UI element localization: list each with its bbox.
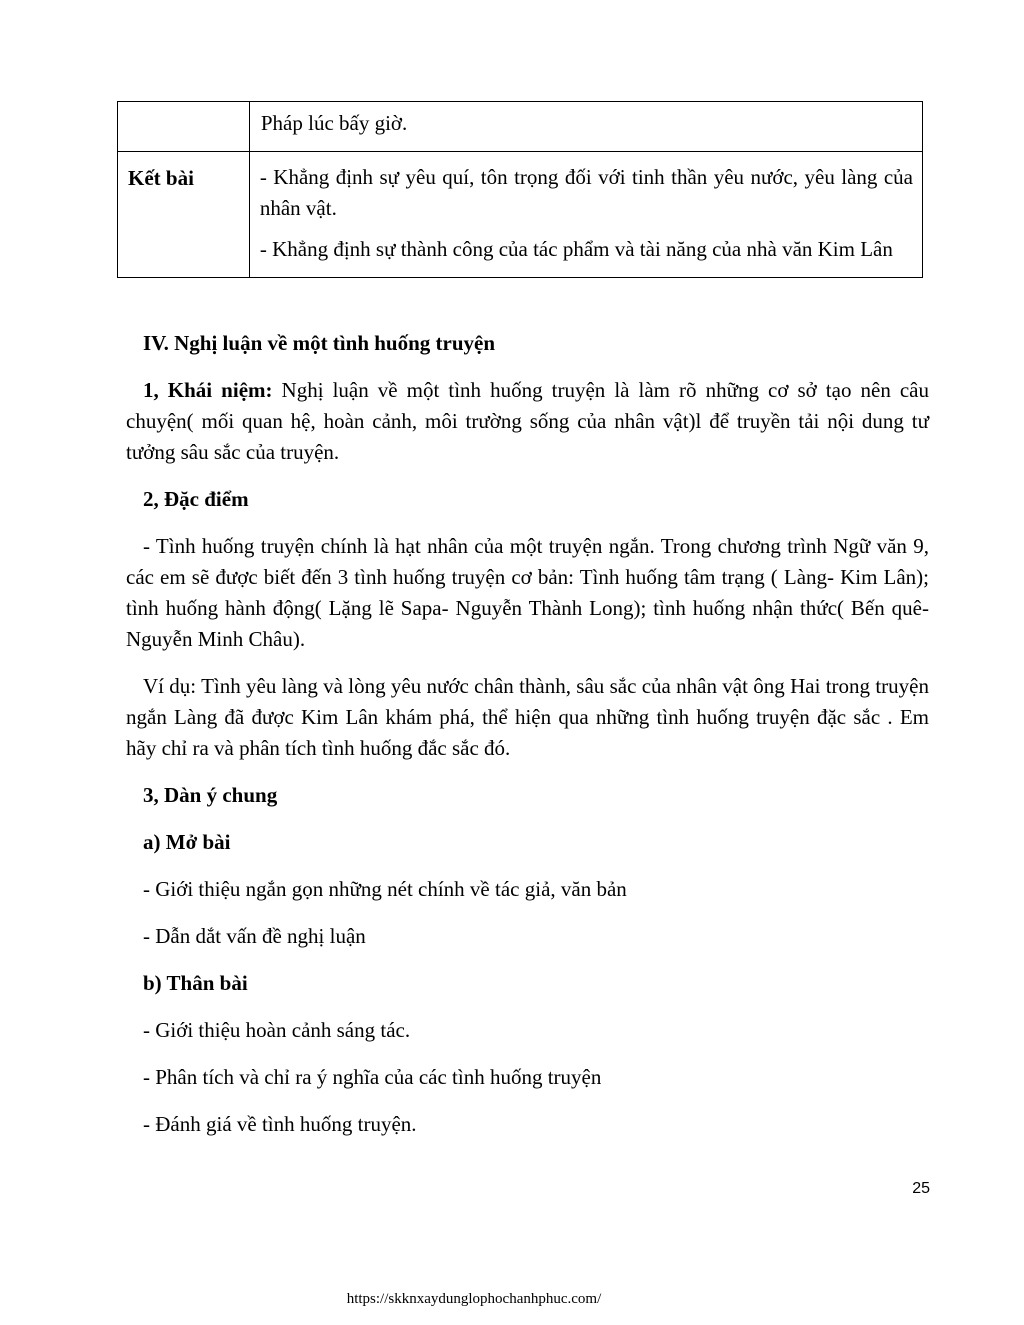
conclusion-item: - Khẳng định sự yêu quí, tôn trọng đối với tinh thần yêu nước, yêu làng của nhân vật.: [259, 165, 913, 220]
conclusion-label: Kết bài: [128, 166, 194, 190]
example-paragraph: Ví dụ: Tình yêu làng và lòng yêu nước chân thành, sâu sắc của nhân vật ông Hai trong truyện ngắn Làng đã được Kim Lân khám phá, thể hiện qua những tình huống truyện đặc sắc . Em hãy chỉ ra và phân tích tình huống đắc sắc đó.: [126, 674, 929, 760]
table-cell-text: Pháp lúc bấy giờ.: [260, 111, 408, 135]
table-row: [118, 102, 923, 152]
outline-heading: 3, Dàn ý chung: [143, 783, 278, 807]
concept-text: Nghị luận về một tình huống truyện là làm rõ những cơ sở tạo nên câu chuyện( mối quan hệ, hoàn cảnh, môi trường sống của nhân vật)l để truyền tải nội dung tư tưởng sâu sắc của truyện.: [126, 378, 929, 464]
table-cell-content: [249, 152, 922, 278]
table-cell-content: [249, 102, 922, 152]
list-item: - Đánh giá về tình huống truyện.: [143, 1112, 417, 1136]
section-title: IV. Nghị luận về một tình huống truyện: [143, 331, 496, 355]
list-item: - Dẫn dắt vấn đề nghị luận: [143, 924, 366, 948]
list-item: - Phân tích và chỉ ra ý nghĩa của các tình huống truyện: [143, 1065, 602, 1089]
conclusion-item: - Khẳng định sự thành công của tác phẩm và tài năng của nhà văn Kim Lân: [259, 237, 893, 261]
table-row: [118, 152, 923, 278]
features-paragraph: - Tình huống truyện chính là hạt nhân của một truyện ngắn. Trong chương trình Ngữ văn 9, các em sẽ được biết đến 3 tình huống truyện cơ bản: Tình huống tâm trạng ( Làng- Kim Lân); tình huống hành động( Lặng lẽ Sapa- Nguyễn Thành Long); tình huống nhận thức( Bến quê- Nguyễn Minh Châu).: [126, 534, 929, 651]
list-item: - Giới thiệu ngắn gọn những nét chính về tác giả, văn bản: [143, 877, 627, 901]
footer-url[interactable]: https://skknxaydunglophochanhphuc.com/: [346, 1291, 602, 1307]
outline-table: [117, 101, 923, 278]
list-item: - Giới thiệu hoàn cảnh sáng tác.: [143, 1018, 411, 1042]
table-cell-label: [118, 102, 250, 152]
concept-paragraph: [126, 375, 929, 468]
table-cell-label: [118, 152, 250, 278]
body-heading: b) Thân bài: [143, 971, 248, 995]
concept-label: 1, Khái niệm:: [143, 378, 273, 402]
features-heading: 2, Đặc điểm: [143, 487, 249, 511]
intro-heading: a) Mở bài: [143, 830, 231, 854]
page-number: 25: [912, 1180, 930, 1197]
document-body: [126, 328, 929, 1140]
